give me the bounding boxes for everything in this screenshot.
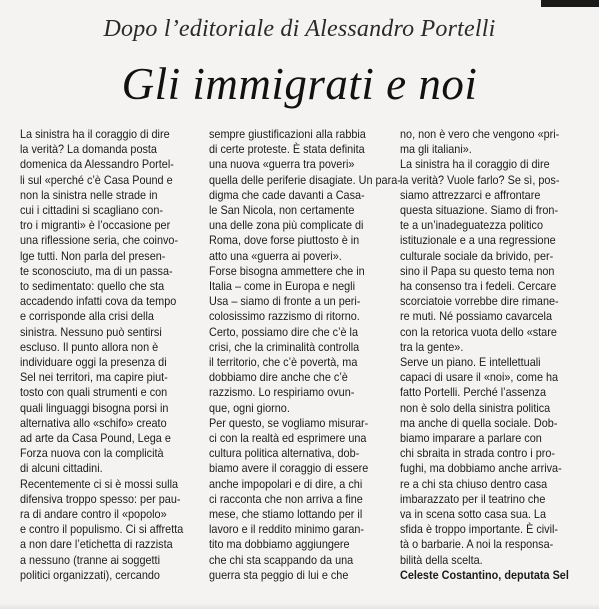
article-line: escluso. Il punto allora non è bbox=[20, 339, 159, 354]
article-line: istituzionale e a una regressione bbox=[400, 233, 556, 248]
article-line: e contro il populismo. Ci si affretta bbox=[20, 522, 184, 537]
article-line: Forza nuova con la complicità bbox=[20, 446, 164, 461]
article-line: le San Nicola, non certamente bbox=[209, 203, 355, 218]
article-line: Recentemente ci si è mossi sulla bbox=[20, 476, 179, 491]
article-line: la verità? La domanda posta bbox=[20, 142, 157, 157]
article-line: cultura politica alternativa, dob- bbox=[209, 446, 360, 461]
article-line: te sconosciuto, ma di un passa- bbox=[20, 263, 173, 278]
article-line: accadendo infatti cova da tempo bbox=[20, 294, 177, 309]
article-line: domenica da Alessandro Portel- bbox=[20, 157, 174, 172]
article-line: di certe proteste. È stata definita bbox=[209, 142, 365, 157]
article-line: una riflessione seria, che coinvo- bbox=[20, 233, 179, 248]
article-line: colosissimo razzismo di ritorno. bbox=[209, 309, 360, 324]
article-line: va in scena sotto casa sua. La bbox=[400, 507, 547, 522]
article-line: politici organizzati), cercando bbox=[20, 567, 160, 582]
article-line: una delle zona più complicate di bbox=[209, 218, 364, 233]
article-line: te a un’inadeguatezza politico bbox=[400, 218, 544, 233]
article-line: Certo, possiamo dire che c’è la bbox=[209, 324, 359, 339]
article-line: Per questo, se vogliamo misurar- bbox=[209, 415, 369, 430]
article-line: mese, che stiamo lottando per il bbox=[209, 507, 363, 522]
article-line: atto una «guerra ai poveri». bbox=[209, 248, 342, 263]
page-edge bbox=[0, 603, 599, 609]
article-line: que, ogni giorno. bbox=[209, 400, 290, 415]
article-line: Serve un piano. E intellettuali bbox=[400, 355, 541, 370]
article-line: la verità? Vuole farlo? Se sì, pos- bbox=[400, 172, 560, 187]
article-line: re a chi sta chiuso dentro casa bbox=[400, 476, 548, 491]
article-line: La sinistra ha il coraggio di dire bbox=[400, 157, 550, 172]
article-line: sfida è troppo importante. È civil- bbox=[400, 522, 559, 537]
article-line: Usa – siamo di fronte a un peri- bbox=[209, 294, 361, 309]
article-line: biamo avere il coraggio di essere bbox=[209, 461, 369, 476]
article-line: La sinistra ha il coraggio di dire bbox=[20, 127, 170, 141]
article-line: cui i cittadini si scagliano con- bbox=[20, 203, 163, 218]
article-line: tra la gente». bbox=[400, 339, 464, 354]
article-line: ma gli italiani». bbox=[400, 142, 472, 157]
article-line: a nessuno (tranne ai soggetti bbox=[20, 552, 160, 567]
article-line: individuare oggi la presenza di bbox=[20, 355, 167, 370]
article-line: imbarazzato per il teatrino che bbox=[400, 491, 546, 506]
article-column-2 bbox=[209, 127, 401, 583]
article-column-1 bbox=[20, 127, 183, 583]
article-line: ha consenso tra i fedeli. Cercare bbox=[400, 279, 557, 294]
article-line: Italia – come in Europa e negli bbox=[209, 279, 356, 294]
article-line: fatto Portelli. Perché l’assenza bbox=[400, 385, 546, 400]
article-line: ci racconta che non arriva a fine bbox=[209, 491, 363, 506]
article-line: sempre giustificazioni alla rabbia bbox=[209, 127, 366, 141]
article-line: difensiva troppo spesso: per pau- bbox=[20, 491, 181, 506]
article-line: quali linguaggi bisogna porsi in bbox=[20, 400, 169, 415]
article-column-3 bbox=[400, 127, 569, 583]
article-line: tosto con quali strumenti e con bbox=[20, 385, 168, 400]
article-kicker: Dopo l’editoriale di Alessandro Portelli bbox=[103, 16, 496, 42]
article-line: culturale sociale da brivido, per- bbox=[400, 248, 554, 263]
article-line: Forse bisogna ammettere che in bbox=[209, 263, 365, 278]
article-line: con la retorica vuota dello «stare bbox=[400, 324, 557, 339]
article-line: to sedimentato: quello che sta bbox=[20, 279, 165, 294]
article-line: crisi, che la criminalità controlla bbox=[209, 339, 360, 354]
article-line: tro i migranti» è l’occasione per bbox=[20, 218, 171, 233]
article-line: e corrisponde alla crisi della bbox=[20, 309, 154, 324]
article-line: li sul «perché c’è Casa Pound e bbox=[20, 172, 173, 187]
article-line: guerra sta peggio di lui e che bbox=[209, 567, 349, 582]
article-line: quella delle periferie disagiate. Un para- bbox=[209, 172, 401, 187]
article-line: questa situazione. Siamo di fron- bbox=[400, 203, 559, 218]
article-line: tà o barbarie. A noi la responsa- bbox=[400, 537, 554, 552]
article-line: di alcuni cittadini. bbox=[20, 461, 103, 476]
article-line: biamo imparare a parlare con bbox=[400, 431, 542, 446]
article-line: una nuova «guerra tra poveri» bbox=[209, 157, 355, 172]
article-line: chi sbraita in strada contro i pro- bbox=[400, 446, 556, 461]
article-line: sino il Papa su questo tema non bbox=[400, 263, 555, 278]
article-line: il territorio, che c’è povertà, ma bbox=[209, 355, 358, 370]
article-line: anche impopolari e di dire, a chi bbox=[209, 476, 363, 491]
article-line: digma che cade davanti a Casa- bbox=[209, 187, 365, 202]
article-line: non è solo della sinistra politica bbox=[400, 400, 551, 415]
article-line: lge tutti. Non parla del presen- bbox=[20, 248, 166, 263]
article-line: ma anche di quella sociale. Dob- bbox=[400, 415, 558, 430]
article-line: lavoro e il reddito minimo garan- bbox=[209, 522, 365, 537]
article-line: bilità della scelta. bbox=[400, 552, 483, 567]
article-line: no, non è vero che vengono «pri- bbox=[400, 127, 560, 141]
article-line: sinistra. Nessuno può sentirsi bbox=[20, 324, 162, 339]
author-signature: Celeste Costantino, deputata Sel bbox=[400, 567, 569, 582]
article-line: ci con la realtà ed esprimere una bbox=[209, 431, 367, 446]
article-line: dobbiamo dire anche che c’è bbox=[209, 370, 348, 385]
article-line: ad arte da Casa Pound, Lega e bbox=[20, 431, 171, 446]
article-line: siamo attrezzarci e affrontare bbox=[400, 187, 541, 202]
article-line: a non dare l’etichetta di razzista bbox=[20, 537, 173, 552]
article-line: Sel nei territori, ma capire piut- bbox=[20, 370, 168, 385]
article-line: Roma, dove forse piuttosto è in bbox=[209, 233, 360, 248]
article-line: razzismo. Lo respiriamo ovun- bbox=[209, 385, 355, 400]
article-line: tito ma dobbiamo aggiungere bbox=[209, 537, 350, 552]
article-line: ra di andare contro il «popolo» bbox=[20, 507, 167, 522]
article-line: capaci di usare il «noi», come ha bbox=[400, 370, 559, 385]
article-line: re muti. Né possiamo cavarcela bbox=[400, 309, 553, 324]
corner-block bbox=[541, 0, 599, 7]
article-line: alternativa allo «schifo» creato bbox=[20, 415, 167, 430]
article-line: che chi sta scappando da una bbox=[209, 552, 354, 567]
article-line: fughi, ma dobbiamo anche arriva- bbox=[400, 461, 562, 476]
article-headline: Gli immigrati e noi bbox=[121, 59, 478, 109]
article-line: scorciatoie vorrebbe dire rimane- bbox=[400, 294, 559, 309]
article-line: non la sinistra nelle strade in bbox=[20, 187, 158, 202]
